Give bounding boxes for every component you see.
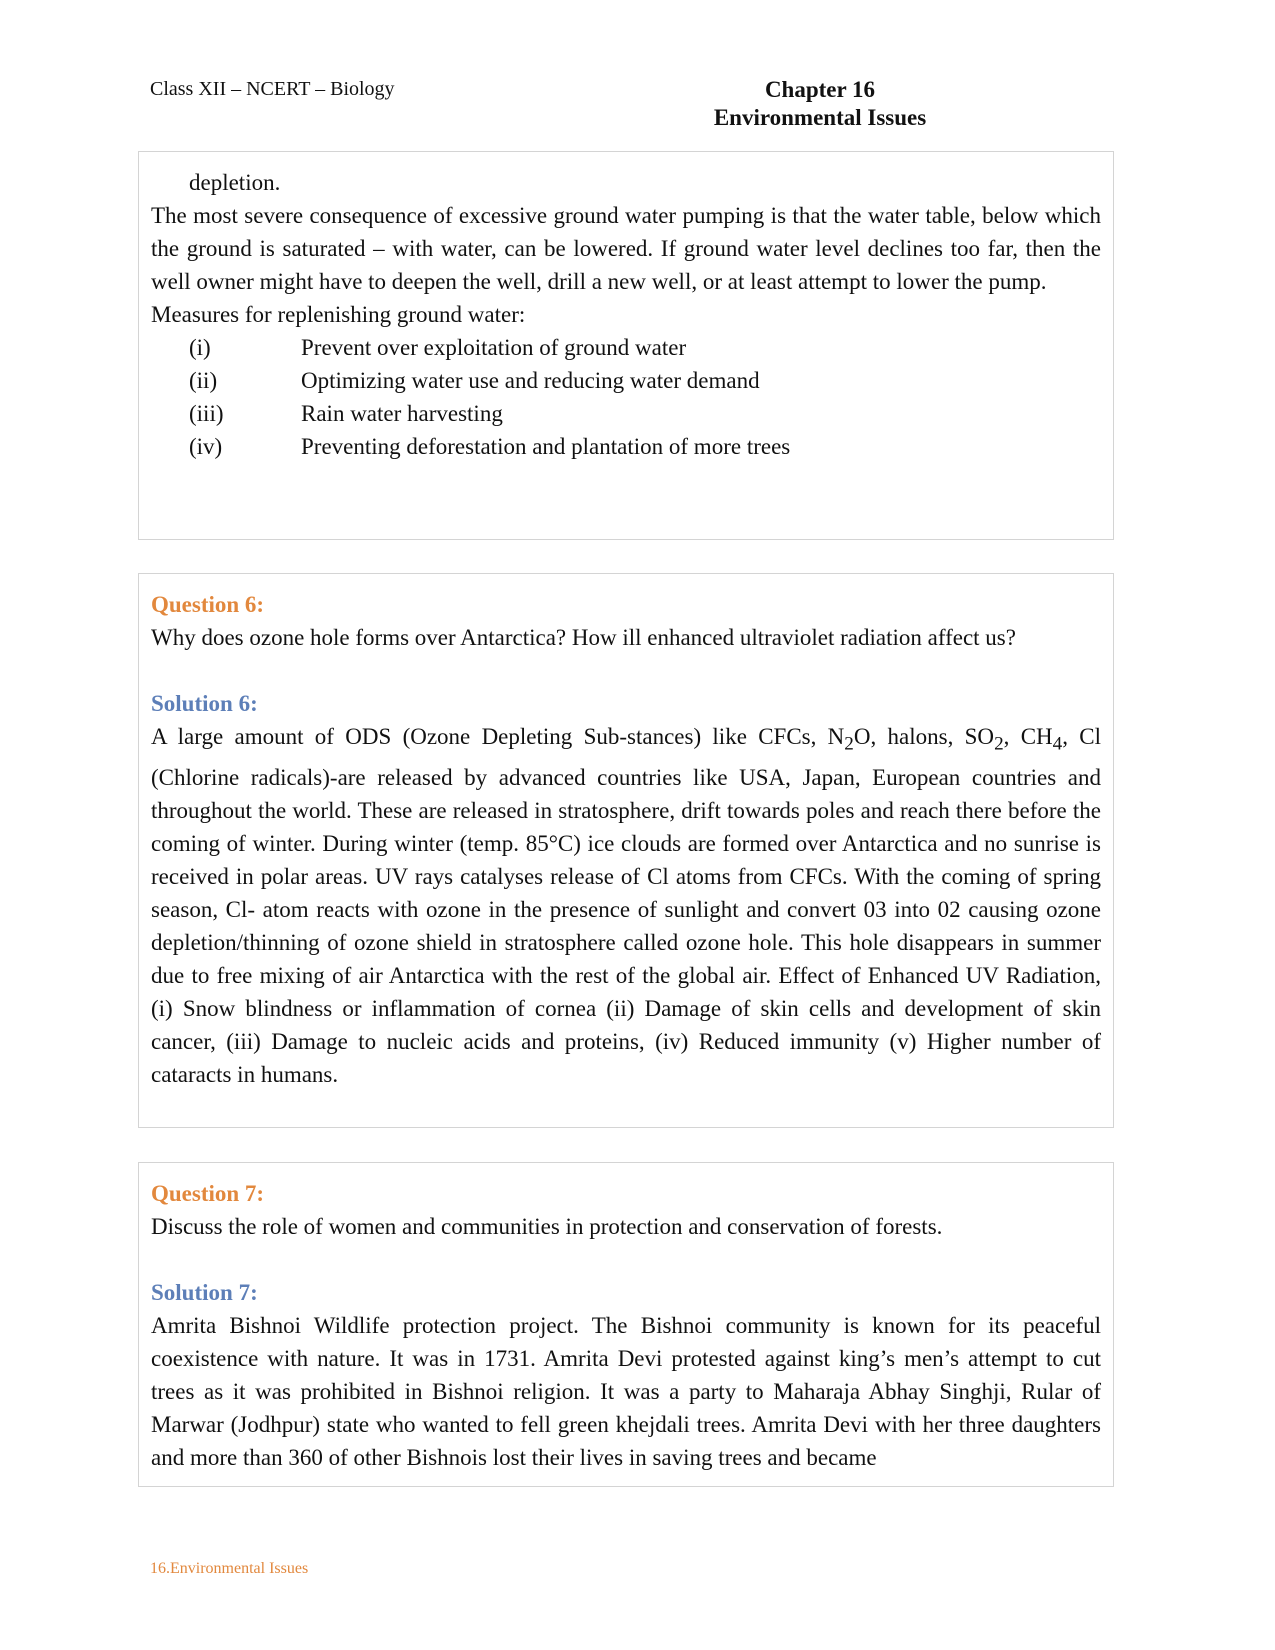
ground-water-paragraph: The most severe consequence of excessive ground water pumping is that the water table, below which the ground is saturated – with water, can be lowered. If ground water level declines too far, then the well owner might have to deepen the well, drill a new well, or at least attempt to lower the pump. [151, 203, 1101, 294]
subscript: 2 [994, 733, 1004, 755]
spacer [151, 1243, 1101, 1276]
measure-number: (i) [189, 335, 211, 360]
question-6-text: Why does ozone hole forms over Antarctica? How ill enhanced ultraviolet radiation affect us? [151, 625, 1016, 650]
measure-item [151, 364, 1101, 397]
solution-7-label: Solution 7: [151, 1280, 258, 1305]
solution-6-text [151, 720, 1101, 1091]
solution-6-label: Solution 6: [151, 691, 258, 716]
measure-item [151, 331, 1101, 364]
subscript: 4 [1052, 733, 1063, 755]
page-header [150, 76, 1130, 136]
question-7-box [138, 1162, 1114, 1487]
question-6-box [138, 573, 1114, 1128]
subscript: 2 [844, 733, 854, 755]
header-subject: Class XII – NCERT – Biology [150, 78, 395, 100]
measure-number: (iv) [189, 434, 223, 459]
solution-6-part: O, halons, SO [853, 724, 995, 749]
measures-heading: Measures for replenishing ground water: [151, 302, 526, 327]
carry-over-text: depletion. [189, 170, 281, 195]
solution-6-part: A large amount of ODS (Ozone Depleting Sub-stances) like CFCs, N [151, 724, 845, 749]
question-7-label: Question 7: [151, 1181, 265, 1206]
question-7-text: Discuss the role of women and communities in protection and conservation of forests. [151, 1214, 943, 1239]
measure-text: Optimizing water use and reducing water demand [301, 368, 760, 393]
solution-6-part: , CH [1003, 724, 1053, 749]
page-footer: 16.Environmental Issues [150, 1560, 309, 1577]
measure-number: (iii) [189, 401, 224, 426]
solution-7-text: Amrita Bishnoi Wildlife protection project. The Bishnoi community is known for its peaceful coexistence with nature. It was in 1731. Amrita Devi protested against king’s men’s attempt to cut trees as it was prohibited in Bishnoi religion. It was a party to Maharaja Abhay Singhji, Rular of Marwar (Jodhpur) state who wanted to fell green khejdali trees. Amrita Devi with her three daughters and more than 360 of other Bishnois lost their lives in saving trees and became [151, 1313, 1101, 1470]
header-chapter-block [580, 76, 1060, 132]
question-6-label: Question 6: [151, 592, 265, 617]
measure-text: Preventing deforestation and plantation of more trees [301, 434, 791, 459]
measure-item [151, 397, 1101, 430]
measure-text: Rain water harvesting [301, 401, 503, 426]
solution-6-part: , Cl (Chlorine radicals)-are released by advanced countries like USA, Japan, European countries and throughout the world. These are released in stratosphere, drift towards poles and reach there before the coming of winter. During winter (temp. 85°C) ice clouds are formed over Antarctica and no sunrise is received in polar areas. UV rays catalyses release of Cl atoms from CFCs. With the coming of spring season, Cl- atom reacts with ozone in the presence of sunlight and convert 03 into 02 causing ozone depletion/thinning of ozone shield in stratosphere called ozone hole. This hole disappears in summer due to free mixing of air Antarctica with the rest of the global air. Effect of Enhanced UV Radiation, (i) Snow blindness or inflammation of cornea (ii) Damage of skin cells and development of skin cancer, (iii) Damage to nucleic acids and proteins, (iv) Reduced immunity (v) Higher number of cataracts in humans. [151, 724, 1102, 1087]
continuation-box [138, 151, 1114, 540]
measure-text: Prevent over exploitation of ground water [301, 335, 687, 360]
chapter-title: Environmental Issues [713, 105, 927, 130]
measure-number: (ii) [189, 368, 218, 393]
measures-list [151, 331, 1101, 463]
chapter-number: Chapter 16 [764, 77, 876, 102]
measure-item [151, 430, 1101, 463]
spacer [151, 654, 1101, 687]
